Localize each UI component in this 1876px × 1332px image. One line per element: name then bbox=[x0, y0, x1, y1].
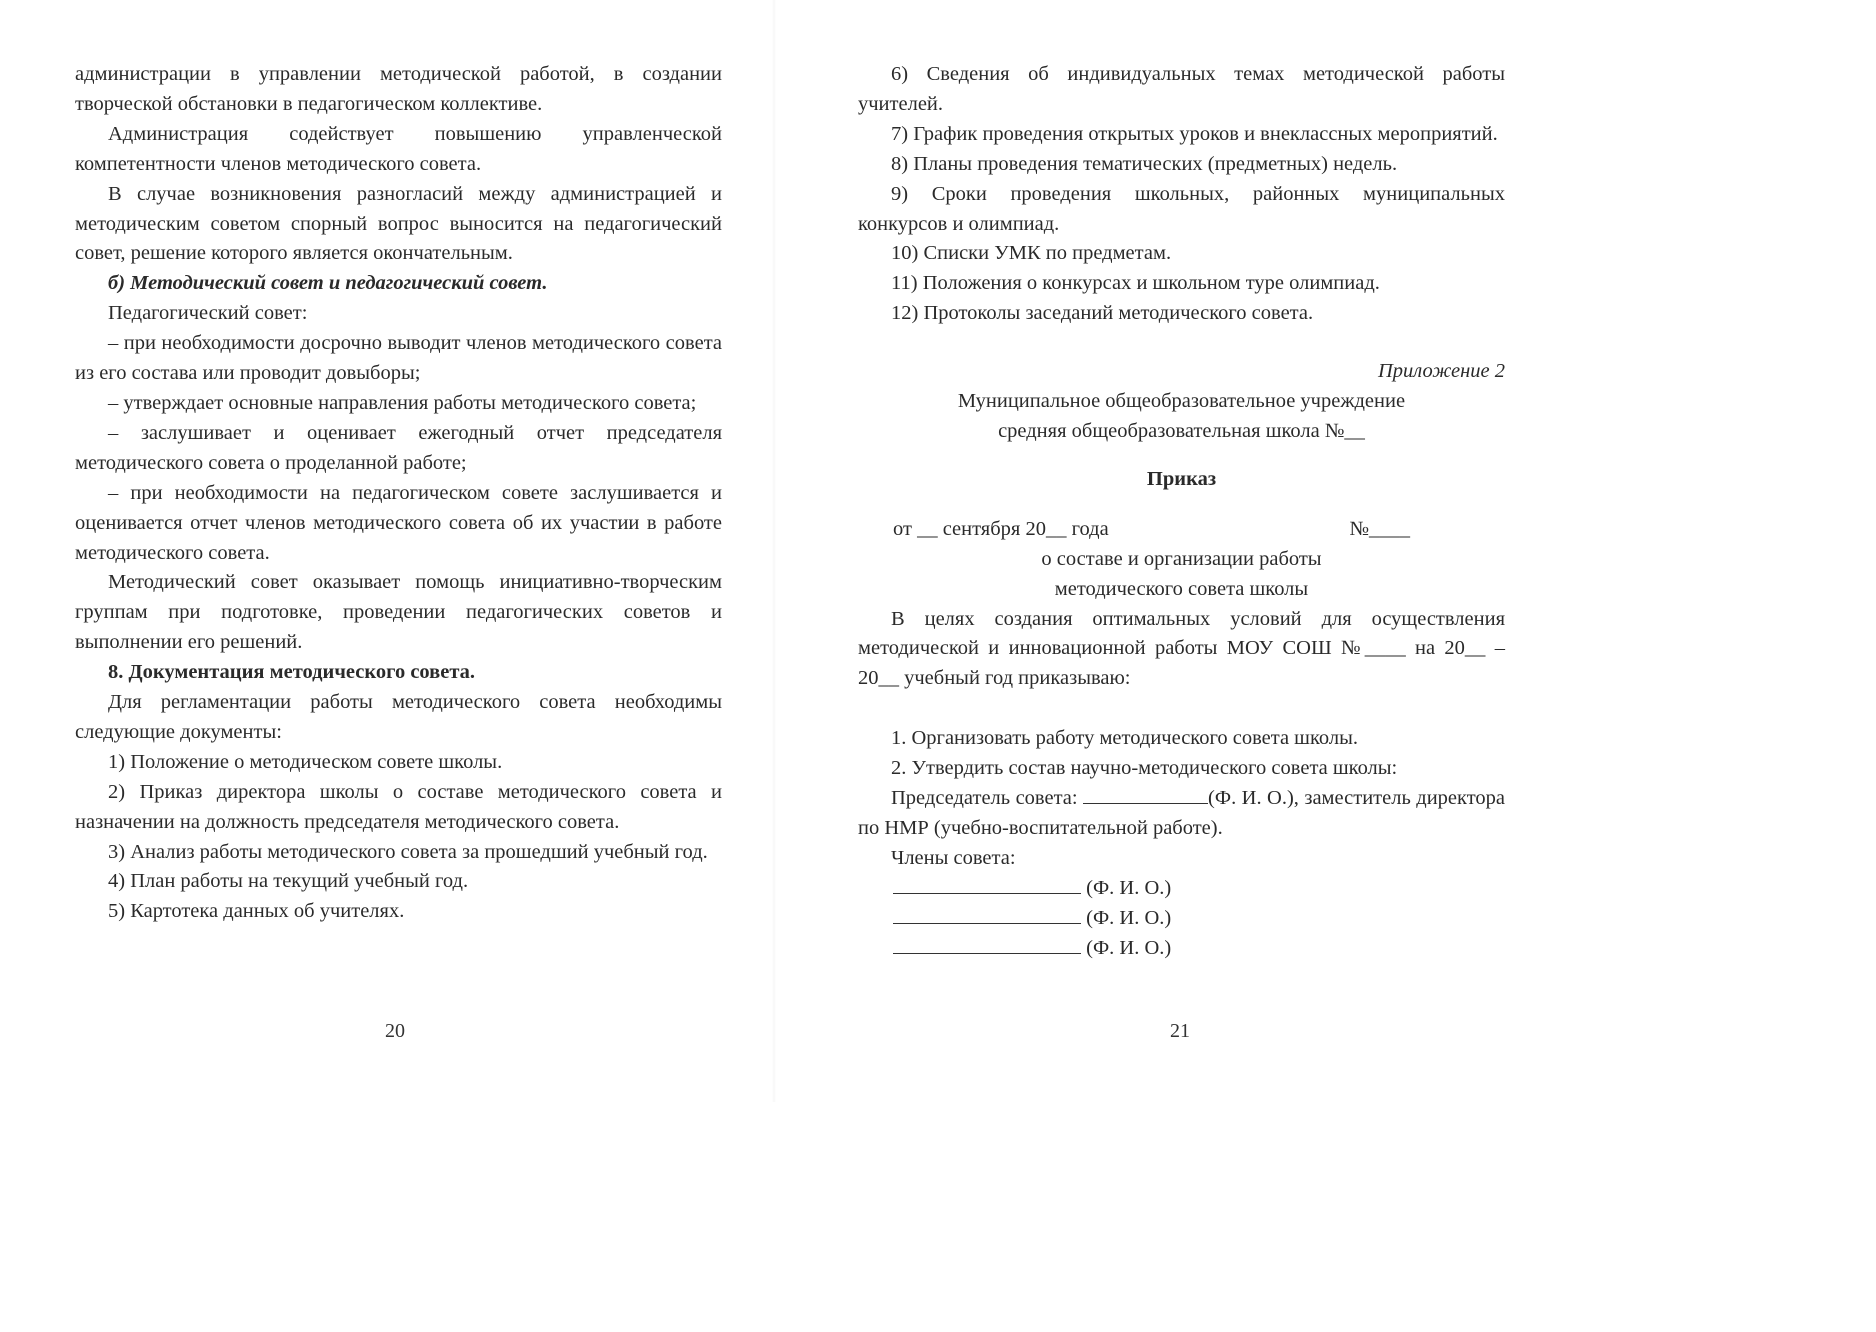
member-line bbox=[858, 934, 1505, 964]
document-list-item: 2) Приказ директора школы о составе методического совета и назначении на должность председателя методического совета. bbox=[75, 780, 722, 833]
member-blank bbox=[893, 905, 1081, 924]
member-blank bbox=[893, 875, 1081, 894]
ped-council-item: – заслушивает и оценивает ежегодный отчет председателя методического совета о проделанной работе; bbox=[75, 421, 722, 474]
spacer bbox=[858, 694, 1505, 724]
order-item-2: 2. Утвердить состав научно-методического совета школы: bbox=[891, 757, 1398, 780]
order-date-line bbox=[858, 515, 1505, 545]
member-fio: (Ф. И. О.) bbox=[1086, 936, 1172, 959]
document-list-item: 9) Сроки проведения школьных, районных муниципальных конкурсов и олимпиад. bbox=[858, 182, 1505, 235]
order-item-1: 1. Организовать работу методического совета школы. bbox=[891, 727, 1358, 750]
document-list-item: 7) График проведения открытых уроков и внеклассных мероприятий. bbox=[891, 122, 1498, 145]
chairman-blank bbox=[1083, 785, 1208, 804]
chairman-line bbox=[858, 784, 1505, 844]
institution-line-2: средняя общеобразовательная школа №__ bbox=[998, 419, 1365, 442]
section-8-intro: Для регламентации работы методического совета необходимы следующие документы: bbox=[75, 691, 722, 743]
member-fio: (Ф. И. О.) bbox=[1086, 876, 1172, 899]
right-page bbox=[858, 60, 1505, 963]
order-number: №____ bbox=[1349, 517, 1410, 540]
paragraph-administration-role: администрации в управлении методической работой, в создании творческой обстановки в педагогическом коллективе. bbox=[75, 63, 722, 115]
paragraph-method-council-help: Методический совет оказывает помощь инициативно-творческим группам при подготовке, проведении педагогических советов и выполнении его решений. bbox=[75, 571, 722, 654]
ped-council-item: – утверждает основные направления работы методического совета; bbox=[108, 391, 697, 414]
order-preamble: В целях создания оптимальных условий для осуществления методической и инновационной работы МОУ СОШ №____ на 20__ – 20__ учебный год приказываю: bbox=[858, 607, 1505, 690]
document-list-item: 10) Списки УМК по предметам. bbox=[891, 242, 1172, 265]
document-list-item: 12) Протоколы заседаний методического совета. bbox=[891, 302, 1314, 325]
member-line bbox=[858, 874, 1505, 904]
ped-council-intro: Педагогический совет: bbox=[108, 302, 308, 325]
institution-line-1: Муниципальное общеобразовательное учреждение bbox=[957, 390, 1406, 413]
ped-council-item: – при необходимости на педагогическом совете заслушивается и оценивается отчет членов методического совета об их участии в работе методического совета. bbox=[75, 481, 722, 564]
member-fio: (Ф. И. О.) bbox=[1086, 906, 1172, 929]
order-subject-line-2: методического совета школы bbox=[1054, 577, 1309, 600]
paragraph-administration-support: Администрация содействует повышению управленческой компетентности членов методического совета. bbox=[75, 122, 722, 175]
appendix-label: Приложение 2 bbox=[1377, 360, 1505, 383]
members-label: Члены совета: bbox=[891, 846, 1016, 869]
document-list-item: 11) Положения о конкурсах и школьном туре олимпиад. bbox=[891, 272, 1380, 295]
section-8-heading: 8. Документация методического совета. bbox=[108, 661, 476, 684]
book-gutter bbox=[772, 0, 776, 1102]
left-page bbox=[75, 60, 722, 927]
document-list-item: 8) Планы проведения тематических (предметных) недель. bbox=[891, 152, 1398, 175]
member-blank bbox=[893, 935, 1081, 954]
page-number-right: 21 bbox=[1170, 1020, 1190, 1042]
chairman-suffix: (Ф. И. О.), заместитель директора по НМР (учебно-воспитательной работе). bbox=[858, 787, 1505, 839]
order-title: Приказ bbox=[1146, 467, 1217, 490]
document-list-item: 1) Положение о методическом совете школы. bbox=[108, 750, 503, 773]
ped-council-item: – при необходимости досрочно выводит членов методического совета из его состава или проводит довыборы; bbox=[75, 332, 722, 385]
order-subject-line-1: о составе и организации работы bbox=[1041, 547, 1322, 570]
order-date: от __ сентября 20__ года bbox=[893, 517, 1109, 540]
document-list-item: 6) Сведения об индивидуальных темах методической работы учителей. bbox=[858, 63, 1505, 115]
page-number-left: 20 bbox=[385, 1020, 405, 1042]
paragraph-disagreements: В случае возникновения разногласий между администрацией и методическим советом спорный вопрос выносится на педагогический совет, решение которого является окончательным. bbox=[75, 182, 722, 265]
member-line bbox=[858, 904, 1505, 934]
chairman-prefix: Председатель совета: bbox=[891, 787, 1078, 810]
document-list-item: 3) Анализ работы методического совета за прошедший учебный год. bbox=[108, 840, 708, 863]
document-list-item: 4) План работы на текущий учебный год. bbox=[108, 870, 469, 893]
document-list-item: 5) Картотека данных об учителях. bbox=[108, 900, 405, 923]
section-b-heading: б) Методический совет и педагогический совет. bbox=[108, 272, 548, 295]
